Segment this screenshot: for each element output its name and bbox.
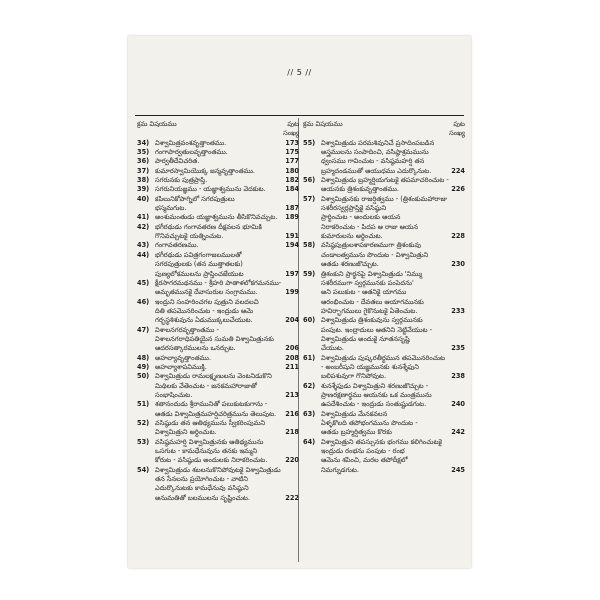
entry-number: 44) [137,250,150,259]
header-rule [135,115,464,116]
entry-number: 35) [137,148,150,157]
entry-page-number: 218 [285,428,299,437]
entry-page-number: 220 [285,456,299,465]
entry-page-number: 211 [285,362,299,371]
entry-number: 36) [137,157,150,166]
toc-entry [303,195,465,242]
entry-title-line: వసిష్ఠుడు తన ఆతిథ్యమును స్వీకరింపుమని [155,419,266,427]
entry-title-line: శతానందుడు శ్రీరామునితో పలుకుటకుగాను - [155,400,268,409]
entry-title-line: బలిపశువుగా గొనిపోవుట. [321,372,387,381]
toc-entry [137,185,299,194]
entry-number: 43) [137,241,150,250]
entry-title-line: సశరీరస్వర్గప్రాప్తికై వసిష్ఠుని [321,204,387,213]
entry-title-line: ఏళ్ళకొలది తపోభంగమును పొందుట - [321,419,418,427]
toc-entry [137,251,299,279]
toc-entry [137,157,299,166]
entry-number: 34) [137,138,150,147]
entry-number: 52) [137,419,150,427]
toc-entry [303,139,465,176]
toc-entry [137,241,299,250]
entry-title-line: ఆమెను శపించి, మరల తపోదీక్షలో [321,456,408,465]
entry-page-number: 230 [451,260,465,269]
entry-title-line: చేయుట. [321,344,344,353]
entry-title-line: విశ్వామిత్రుడు శబలనుకొనిపోవుటకై విశ్వామిత్రుడు [155,465,281,474]
entry-title-line: ప్రాణరక్షణార్థము ఆయనకు ఒక మంత్రమును [321,390,432,399]
entry-number: 58) [303,241,316,250]
entry-title-line: ఇంద్రుని సంహరించగల పుత్రుని వలదలచి [155,297,259,306]
header-page-number: సంఖ్య [283,129,299,138]
toc-entry [137,213,299,222]
toc-entry [137,167,299,176]
toc-entry [137,438,299,466]
book-page [128,36,471,568]
entry-page-number: 240 [451,400,465,409]
entry-title-line: దితి తపమొనరించుట - ఇంద్రుడు ఆమె [155,306,254,315]
entry-page-number: 206 [285,344,299,353]
entry-title-line: విశ్వామిత్రుడు త్రిశంకువును స్వర్గమునకు [321,316,423,325]
entry-title-line: భగీరథుడు గంగావతరణ దీక్షవలన భూమికి [155,222,262,231]
toc-entry [303,270,465,317]
entry-title-line: మిథిలకు వేతెంచుట - జనకమహారాజుతో [155,381,257,390]
entry-title-line: శునశ్శేఫుడు విశ్వామిత్రుని శరణుజొచ్చుట - [321,381,429,390]
header-page: పుట [287,120,299,128]
entry-title-line: విశ్వామిత్రుడు రామలక్ష్మణులను వెంటనిడుకొని [155,372,272,381]
entry-page-number: 182 [285,176,299,185]
entry-page-number: 216 [285,409,299,418]
toc-entry [137,298,299,326]
entry-page-number: 228 [451,232,465,241]
entry-number: 55) [303,138,316,147]
toc-entry [303,241,465,269]
entry-title-line: విశ్వామిత్రుని అర్థించుట. [155,428,217,437]
entry-title-line: విశాలనగరవృత్తాంతము - [155,325,219,334]
entry-number: 47) [137,325,150,334]
entry-page-number: 213 [285,390,299,399]
entry-title-line: త్రిశంకుని ప్రార్థనపై విశ్వామిత్రుడు 'నిమ్ము [321,269,423,278]
entry-number: 39) [137,185,150,194]
entry-number: 46) [137,297,150,306]
entry-page-number: 175 [285,148,299,157]
entry-title-line: పంపుట. ఇంద్రాదులు ఆతనిని నెట్టివేయుట - [321,325,433,334]
toc-entry [137,139,299,148]
entry-title-line: వసిష్ఠమహర్షి విశ్వామిత్రునకు ఆతిథ్యమును [155,437,264,446]
entry-page-number: 187 [285,204,299,213]
column-header [137,120,299,139]
entry-number: 56) [303,176,316,185]
entry-title-line: ఆతడు బ్రహ్మర్షిత్వము కొరకు [321,428,392,437]
entry-title-line: విశ్వామిత్రుడు బ్రహ్మర్షియగుటకై తపమాచరించుట - [321,176,449,185]
entry-number: 54) [137,465,150,474]
entry-title-line: విశ్వామిత్రవంశవృత్తాంతము. [155,138,227,147]
entry-title-line: ఆయనకు త్రిశంకువృత్తాంతము. [321,185,400,194]
entry-title-line: విశ్వామిత్రుని తపస్సునకు భంగము కలిగించుటకై [321,437,442,446]
entry-title-line: ఎదుర్కొనుటకు కామధేనువు వసిష్ఠుని [155,484,249,493]
entry-page-number: 204 [285,316,299,325]
entry-title-line: అహల్యావృత్తాంతము. [155,353,211,362]
entry-page-number: 199 [285,288,299,297]
entry-title-line: పార్వతీదేవిచరిత. [155,157,200,166]
entry-title-line: పుణ్యలోకములను ప్రాప్తించజేయుట [155,269,244,278]
entry-title-line: కపిలునికోపాగ్నిలో సగరపుత్రులు [155,194,235,203]
entry-title-line: అస్త్రములను సంపాదించి, వసిష్ఠాశ్రమమును [321,148,429,157]
toc-column-left [137,120,299,503]
entry-title-line: విశ్వామిత్రునకు రాజర్షిత్వము - (త్రిశంకుమహారాజు [321,194,447,203]
entry-title-line: అనుమతితో బలములను సృష్టించుట. [155,493,250,502]
toc-entry [137,419,299,438]
entry-number: 63) [303,409,316,418]
entry-page-number: 235 [451,344,465,353]
toc-entry [137,176,299,185]
entry-title-line: సగరునియజ్ఞము - యజ్ఞాశ్వమును వెదకుట. [155,185,266,194]
entry-title-line: ఆతడు శరణుజొచ్చుట. [321,260,379,269]
toc-column-right [303,120,465,475]
entry-title-line: ఆతడు విశ్వామిత్రమహర్షిచరిత్రమును తెలుపుట. [155,409,277,418]
entry-number: 40) [137,194,150,203]
header-page: పుట [453,120,465,128]
entry-title-line: గంగావతరణము. [155,241,199,250]
entry-number: 62) [303,381,316,390]
entry-page-number: 197 [285,269,299,278]
toc-entry [137,466,299,503]
entry-number: 64) [303,437,316,446]
entry-title-line: క్షీరసాగరమథనము - శ్రీహరి పాతాళలోకగమనము- [155,278,282,287]
entry-page-number: 226 [451,185,465,194]
toc-entry [303,438,465,475]
toc-entry [137,363,299,372]
toc-entry [137,223,299,242]
toc-entry [303,410,465,438]
entry-page-number: 180 [285,166,299,175]
entry-page-number: 189 [285,213,299,222]
entry-title-line: కోరుట - వసిష్ఠుడు అందులకు నిరాకరించుట. [155,456,268,465]
entry-title-line: తన సేనలను ప్రయోగించుట - వాటిని [155,475,248,484]
entry-title-line: విశ్వామిత్రుడు పరమశివునిచే ప్రసాదింపబడిన [321,138,435,147]
toc-entry [303,176,465,195]
entry-title-line: విశ్వామిత్రుడు అందుకై నూతనసృష్టి [321,334,410,343]
entry-title-line: అమృతమునకై దేవాసురుల సంగ్రామము. [155,288,258,297]
entry-title-line: అంశుమంతుడు యజ్ఞాశ్వమును తీసికొనివచ్చుట. [155,213,278,222]
entry-title-line: గంగాపార్వతులవృత్తాంతము. [155,148,228,157]
entry-title-line: విశ్వామిత్రుడు పుష్కరతీర్థమున తపమొనరించుట [321,353,446,362]
entry-title-line: సగరపుత్రులకు (తన ముత్తాతలకు) [155,260,243,269]
entry-page-number: 194 [285,241,299,250]
entry-number: 51) [137,400,150,409]
column-header [303,120,465,139]
entry-title-line: బ్రహ్మదండముతో ఆయుధము ఎదుర్కొనుట. [321,166,432,175]
entry-title-line: ప్రార్థించుట - అందులకు ఆయన [321,213,401,222]
entry-number: 41) [137,213,150,222]
entry-page-number: 173 [285,138,299,147]
header-page-number: సంఖ్య [449,129,465,138]
entry-number: 49) [137,362,150,371]
entry-number: 53) [137,437,150,446]
toc-entry [137,326,299,354]
entry-page-number: 177 [285,157,299,166]
header-topic: క్రమ విషయము [303,120,343,128]
entry-title-line: కుమారులను అర్థించుట. [321,232,383,241]
entry-title-line: ఒసగుట - కామధేనువును తనకు ఇమ్మని [155,447,258,456]
entry-title-line: భగీరథుడు పవిత్రగంగాజలములతో [155,250,242,259]
entry-title-line: అని పలుకుట - ఆతనికై యాగము [321,288,407,297]
entry-title-line: గర్భస్థశిశువును ఏడుముక్కలుచేయుట. [155,316,253,325]
entry-number: 37) [137,166,150,175]
entry-page-number: 238 [451,372,465,381]
entry-number: 57) [303,194,316,203]
entry-number: 50) [137,372,150,381]
entry-title-line: ధ్వంసము గావించుట - వసిష్ఠమహర్షి తన [321,157,425,166]
entry-number: 45) [137,278,150,287]
toc-entry [137,195,299,214]
entry-title-line: చండాలత్వమును పొందుట - విశ్వామిత్రుని [321,250,429,259]
entry-title-line: ఉపదేశించుట - ఇంద్రుడు సంతుష్టుడగుట. [321,400,427,409]
entry-title-line: వసిష్ఠపుత్రులశాపకారణముగా త్రిశంకువు [321,241,421,250]
entry-title-line: ఆరంభించుట - దేవతలు ఆయాగమునకు [321,297,424,306]
toc-entry [303,316,465,353]
toc-entry [303,382,465,410]
entry-page-number: 191 [285,232,299,241]
entry-title-line: ఆదరసత్కారములను ఒనర్చుట. [155,344,236,353]
entry-title-line: విశ్వామిత్రుడు మేనకవలన [321,409,388,418]
entry-title-line: అహల్యాశాపవిముక్తి. [155,362,207,371]
entry-title-line: సశరీరముగా స్వర్గమునకు పంపెదను' [321,278,414,287]
entry-title-line: గొనివచ్చుటకై యత్నించుట. [155,232,224,241]
entry-title-line: హవిర్భాగములు గైకొనుటకై ఏతెంచుట. [321,306,418,315]
toc-entry [137,400,299,419]
entry-title-line: భస్మమగుట. [155,204,187,213]
page-number: // 5 // [287,68,312,77]
entry-page-number: 222 [285,493,299,502]
entry-number: 42) [137,222,150,231]
entry-page-number: 208 [285,353,299,362]
toc-entry [137,279,299,298]
toc-entry [303,354,465,382]
entry-title-line: - అంబరీషుని యజ్ఞమునకు శునశ్శేఫుని [321,362,419,371]
entry-title-line: సంభాషించుట. [155,390,193,399]
entry-number: 61) [303,353,316,362]
entry-title-line: నిమగ్నుడగుట. [321,465,359,474]
entry-page-number: 242 [451,428,465,437]
entry-number: 60) [303,316,316,325]
entry-title-line: ఇంద్రుడు రంభను పంపుట - రంభ [321,447,405,456]
entry-title-line: విశాలనగరాధిపతియైన సుమతి విశ్వామిత్రునకు [155,334,274,343]
entry-page-number: 233 [451,306,465,315]
toc-entry [137,148,299,157]
toc-entry [137,354,299,363]
entry-page-number: 184 [285,185,299,194]
entry-number: 38) [137,176,150,185]
toc-entry [137,372,299,400]
header-topic: క్రమ విషయము [137,120,177,128]
entry-title-line: సగరునకు పుత్రప్రాప్తి. [155,176,208,185]
entry-number: 48) [137,353,150,362]
entry-page-number: 224 [451,166,465,175]
entry-page-number: 245 [451,465,465,474]
entry-title-line: నిరాకరించుట - పిదప ఆ రాజు ఆయన [321,222,419,231]
entry-title-line: కుమారస్వామియొక్క జన్మవృత్తాంతము. [155,166,255,175]
entry-number: 59) [303,269,316,278]
